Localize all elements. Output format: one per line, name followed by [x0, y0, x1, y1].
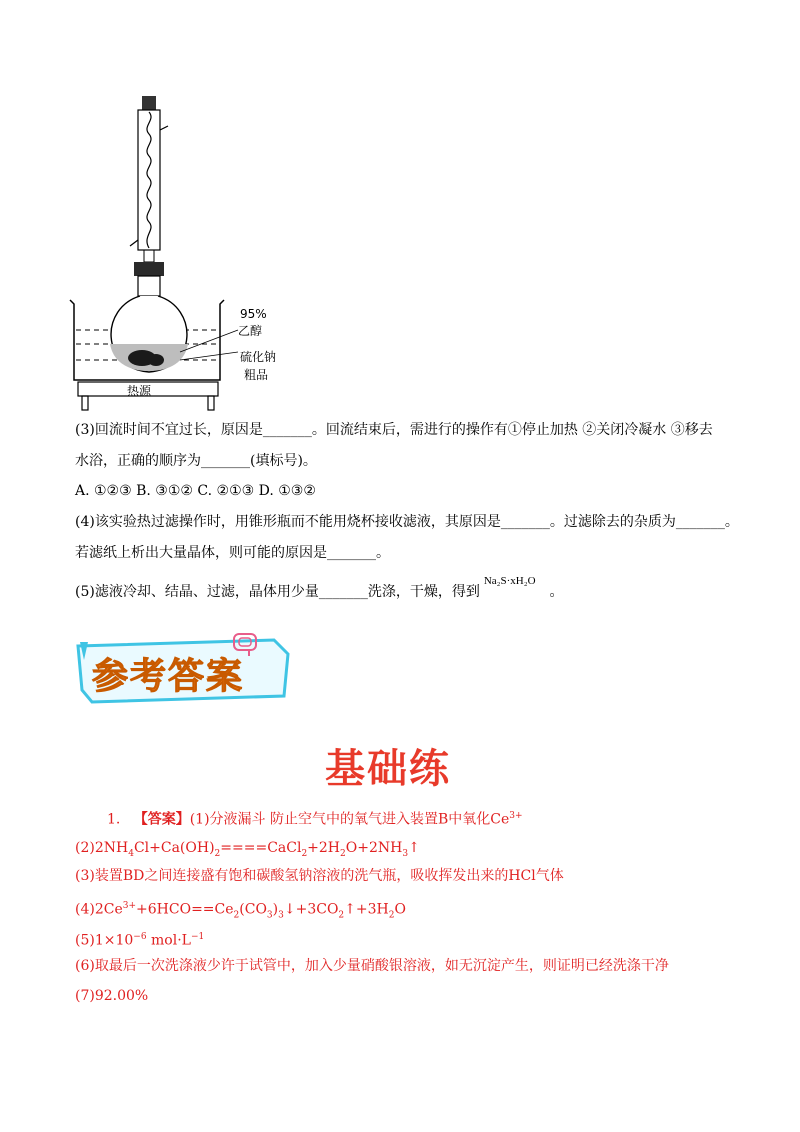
answer-3: (3)装置BD之间连接盛有饱和碳酸氢钠溶液的洗气瓶，吸收挥发出来的HCl气体	[75, 868, 564, 884]
answer-5: $(5)1\times 10^{-6}$ $mol\cdot L^{-1}$	[75, 932, 205, 949]
q3-line2: 水浴，正确的顺序为_______(填标号)。	[75, 453, 317, 469]
section-title: 基础练	[325, 746, 451, 792]
answer-2: $(2)2NH_4Cl+Ca(OH)_2====CaCl_2+2H_2O+2NH_3↑$	[75, 840, 420, 859]
q5-formula: Na₂S·xH₂O	[483, 575, 536, 587]
label-sodium-sulfide: 硫化钠	[240, 350, 277, 364]
answer-6: (6)取最后一次洗涤液少许于试管中，加入少量硝酸银溶液，如无沉淀产生，则证明已经洗涤干净	[75, 958, 669, 974]
answer-1: 1. 【答案】(1)分液漏斗 防止空气中的氧气进入装置B中氧化$Ce^{3+}$	[107, 811, 523, 828]
label-ethanol: 乙醇	[238, 324, 263, 338]
q4-line2: 若滤纸上析出大量晶体，则可能的原因是_______。	[75, 545, 390, 561]
q3-line1: (3)回流时间不宜过长，原因是_______。回流结束后，需进行的操作有①停止加热 ②关闭冷凝水 ③移去	[75, 422, 713, 438]
answer-4: $(4)2Ce^{3+}+6HCO==Ce_2(CO_3)_3↓+3CO_2↑+3H_2O$	[75, 901, 406, 921]
label-95-percent: 95%	[240, 307, 267, 321]
condenser-stopper	[142, 96, 156, 110]
label-crude: 粗品	[244, 368, 269, 382]
condenser-coil	[147, 112, 151, 248]
flask-stopper	[134, 262, 164, 276]
reference-answer-title: 参考答案	[92, 656, 245, 697]
q4-line1: (4)该实验热过滤操作时，用锥形瓶而不能用烧杯接收滤液，其原因是_______。过滤除去的杂质为_______。	[75, 514, 739, 530]
answer-7: (7)92.00%	[75, 988, 149, 1004]
label-heat-source: 热源	[127, 384, 152, 398]
q5-text: (5)滤液冷却、结晶、过滤，晶体用少量_______洗涤，干燥，得到$^{Na_2S\cdot xH_2O}$。	[75, 575, 564, 600]
q3-options: A. ①②③ B. ③①② C. ②①③ D. ①③②	[75, 483, 316, 499]
condenser-tube	[138, 110, 160, 250]
